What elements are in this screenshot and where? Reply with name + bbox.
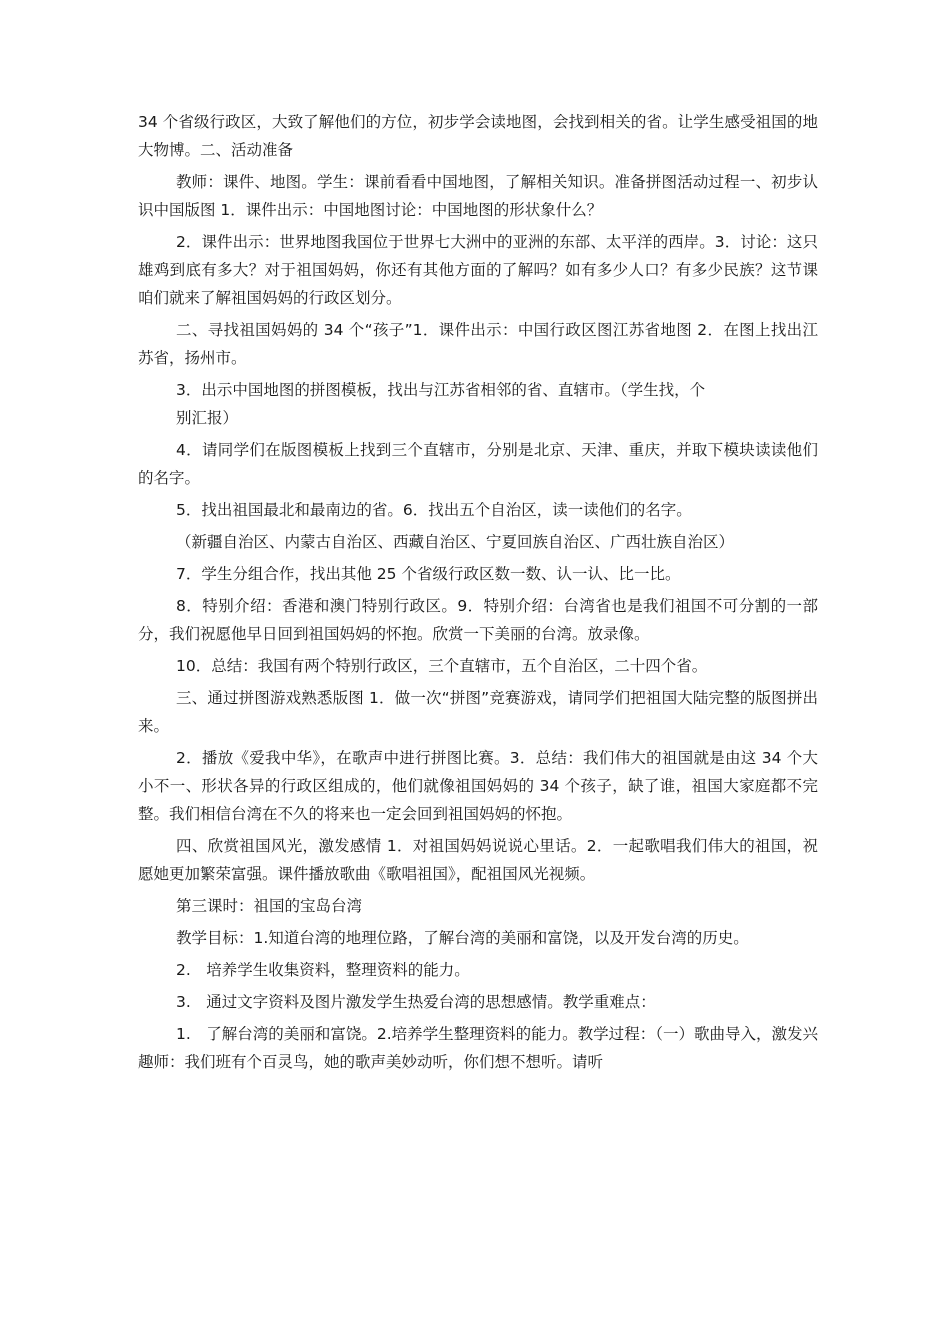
paragraph-15: 四、欣赏祖国风光，激发感情 1．对祖国妈妈说说心里话。2．一起歌唱我们伟大的祖国，祝愿她更加繁荣富强。课件播放歌曲《歌唱祖国》，配祖国风光视频。 <box>138 837 818 883</box>
paragraph-6: 别汇报） <box>176 409 239 427</box>
paragraph-14: 2．播放《爱我中华》，在歌声中进行拼图比赛。3．总结：我们伟大的祖国就是由这 34 个大小不一、形状各异的行政区组成的，他们就像祖国妈妈的 34 个孩子，缺了谁，祖国大家庭都不完整。我们相信台湾在不久的将来也一定会回到祖国妈妈的怀抱。 <box>138 749 818 823</box>
paragraph-2: 教师：课件、地图。学生：课前看看中国地图，了解相关知识。准备拼图活动过程一、初步认识中国版图 1．课件出示：中国地图讨论：中国地图的形状象什么？ <box>138 173 818 219</box>
paragraph-18: 2. 培养学生收集资料，整理资料的能力。 <box>176 961 470 979</box>
paragraph-7: 4．请同学们在版图模板上找到三个直辖市，分别是北京、天津、重庆，并取下模块读读他们的名字。 <box>138 441 818 487</box>
paragraph-5: 3．出示中国地图的拼图模板，找出与江苏省相邻的省、直辖市。（学生找，个 <box>176 381 706 399</box>
paragraph-20: 1. 了解台湾的美丽和富饶。2.培养学生整理资料的能力。教学过程：（一）歌曲导入，激发兴趣师：我们班有个百灵鸟，她的歌声美妙动听，你们想不想听。请听 <box>138 1025 818 1071</box>
paragraph-9: （新疆自治区、内蒙古自治区、西藏自治区、宁夏回族自治区、广西壮族自治区） <box>176 533 735 551</box>
paragraph-17: 教学目标：1.知道台湾的地理位路，了解台湾的美丽和富饶，以及开发台湾的历史。 <box>176 929 749 947</box>
paragraph-13: 三、通过拼图游戏熟悉版图 1．做一次“拼图”竞赛游戏，请同学们把祖国大陆完整的版图拼出来。 <box>138 689 818 735</box>
lesson-heading: 第三课时：祖国的宝岛台湾 <box>176 897 363 915</box>
paragraph-4: 二、寻找祖国妈妈的 34 个“孩子”1．课件出示：中国行政区图江苏省地图 2．在图上找出江苏省，扬州市。 <box>138 321 818 367</box>
paragraph-8: 5．找出祖国最北和最南边的省。6．找出五个自治区，读一读他们的名字。 <box>176 501 692 519</box>
paragraph-1: 34 个省级行政区，大致了解他们的方位，初步学会读地图，会找到相关的省。让学生感受祖国的地大物博。二、活动准备 <box>138 113 818 159</box>
paragraph-3: 2．课件出示：世界地图我国位于世界七大洲中的亚洲的东部、太平洋的西岸。3．讨论：这只雄鸡到底有多大？对于祖国妈妈，你还有其他方面的了解吗？如有多少人口？有多少民族？这节课咱们就来了解祖国妈妈的行政区划分。 <box>138 233 818 307</box>
paragraph-12: 10．总结：我国有两个特别行政区，三个直辖市，五个自治区，二十四个省。 <box>176 657 708 675</box>
document-body <box>138 108 818 1080</box>
paragraph-10: 7．学生分组合作，找出其他 25 个省级行政区数一数、认一认、比一比。 <box>176 565 681 583</box>
paragraph-11: 8．特别介绍：香港和澳门特别行政区。9．特别介绍：台湾省也是我们祖国不可分割的一部分，我们祝愿他早日回到祖国妈妈的怀抱。欣赏一下美丽的台湾。放录像。 <box>138 597 818 643</box>
paragraph-19: 3. 通过文字资料及图片激发学生热爱台湾的思想感情。教学重难点： <box>176 993 656 1011</box>
